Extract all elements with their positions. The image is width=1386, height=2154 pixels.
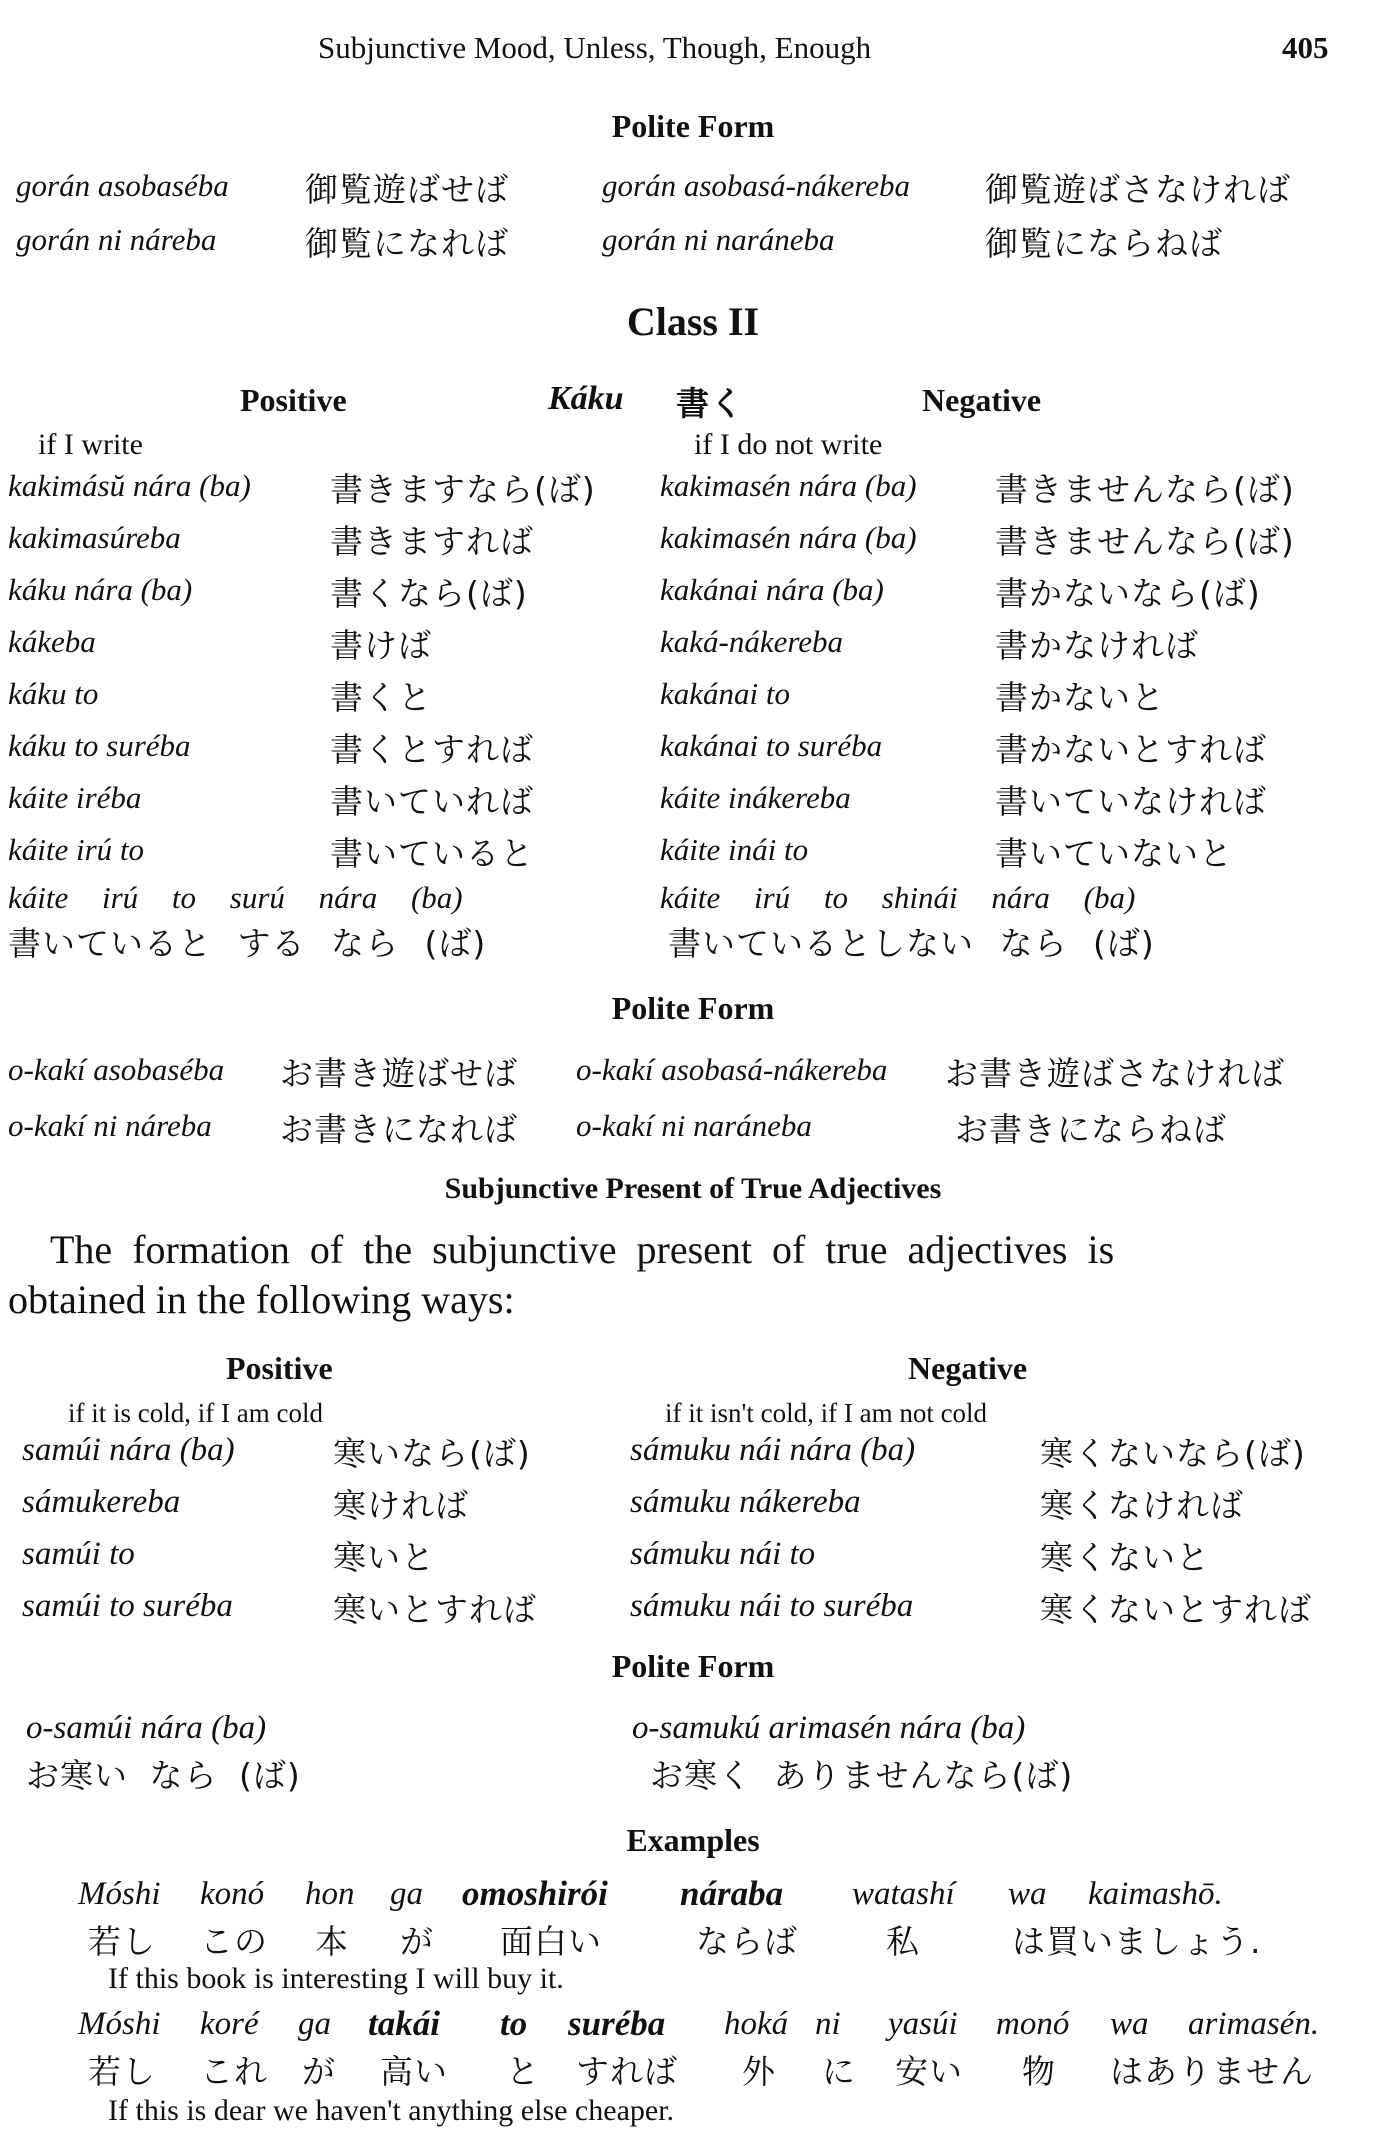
class2-row1-right-romaji: kakimasén nára (ba) [660,468,917,503]
adj-row3-right-romaji: sámuku nái to [630,1536,816,1572]
ex2-word-5-emphasis: to [500,2004,528,2043]
class2-row2-left-romaji: kakimasúreba [8,520,181,555]
polite-form-heading-3: Polite Form [611,1648,775,1684]
class2-row7-left-japanese: 書いていれば [330,782,534,821]
class2-row6-left-romaji: káku to suréba [8,728,191,763]
polite1-row1-right-romaji: gorán asobasá-nákereba [602,168,910,203]
ex2-jp-9: 安い [895,2052,963,2091]
adj-row4-right-japanese: 寒くないとすれば [1040,1590,1312,1629]
class2-row4-right-romaji: kaká-nákereba [660,624,844,659]
polite1-row2-left-japanese: 御覧になれば [305,224,509,263]
page-number: 405 [1282,30,1329,65]
class2-row1-left-japanese: 書きますなら(ば) [330,470,596,509]
class2-row3-right-japanese: 書かないなら(ば) [995,574,1261,613]
ex1-jp-3: 本 [315,1922,349,1961]
adj-row1-left-romaji: samúi nára (ba) [22,1432,235,1468]
adj-row4-left-japanese: 寒いとすれば [333,1590,537,1629]
class2-row2-right-romaji: kakimasén nára (ba) [660,520,917,555]
adj-row3-right-japanese: 寒くないと [1040,1538,1210,1577]
negative-heading: Negative [922,382,1042,418]
class2-long-right-romaji: káite irú to shinái nára (ba) [660,880,1136,915]
class2-row6-right-romaji: kakánai to suréba [660,728,883,763]
adj-row4-left-romaji: samúi to suréba [22,1588,233,1624]
ex1-word-3: hon [305,1876,355,1912]
class2-row2-right-japanese: 書きませんなら(ば) [995,522,1295,561]
class2-row1-right-japanese: 書きませんなら(ば) [995,470,1295,509]
ex2-jp-2: これ [200,2052,268,2091]
adj-negative-subtitle: if it isn't cold, if I am not cold [665,1398,988,1428]
polite1-row1-left-romaji: gorán asobaséba [16,168,229,203]
ex1-jp-7: 私 [886,1922,920,1961]
polite2-row2-right-japanese: お書きにならねば [955,1110,1227,1149]
verb-japanese: 書く [676,384,744,423]
polite1-row2-left-romaji: gorán ni náreba [16,222,217,257]
ex2-word-6-emphasis: suréba [568,2004,666,2043]
ex1-jp-5: 面白い [500,1922,602,1961]
class2-row1-left-romaji: kakimásŭ nára (ba) [8,468,251,503]
ex2-jp-10: 物 [1022,2052,1056,2091]
class2-row6-right-japanese: 書かないとすれば [995,730,1267,769]
ex2-word-11: wa [1110,2006,1149,2042]
ex1-word-5-emphasis: omoshirói [462,1874,608,1913]
polite2-row1-left-japanese: お書き遊ばせば [280,1054,518,1093]
polite2-row1-right-japanese: お書き遊ばさなければ [945,1054,1285,1093]
polite1-row2-right-japanese: 御覧にならねば [985,224,1223,263]
class2-row3-left-japanese: 書くなら(ば) [330,574,528,613]
polite-form-heading-2: Polite Form [611,990,775,1026]
examples-heading: Examples [626,1822,760,1858]
polite1-row2-right-romaji: gorán ni naráneba [602,222,835,257]
ex2-word-4-emphasis: takái [368,2004,440,2043]
class-ii-heading: Class II [626,299,760,344]
ex2-jp-11: はありません [1110,2052,1314,2091]
class2-row3-right-romaji: kakánai nára (ba) [660,572,884,607]
polite1-row1-right-japanese: 御覧遊ばさなければ [985,170,1291,209]
polite2-row2-right-romaji: o-kakí ni naráneba [576,1108,812,1143]
ex2-english: If this is dear we haven't anything else cheaper. [108,2094,675,2127]
class2-row5-left-romaji: káku to [8,676,99,711]
adjectives-heading: Subjunctive Present of True Adjectives [444,1172,942,1205]
ex2-jp-8: に [822,2052,856,2091]
class2-row7-right-japanese: 書いていなければ [995,782,1267,821]
class2-row2-left-japanese: 書きますれば [330,522,534,561]
adj-row2-right-japanese: 寒くなければ [1040,1486,1244,1525]
positive-subtitle: if I write [38,428,143,461]
ex1-jp-1: 若し [88,1922,156,1961]
adjectives-paragraph-line-1: The formation of the subjunctive present of true adjectives is [50,1227,1115,1272]
ex2-jp-5: と [506,2052,540,2091]
ex2-word-9: yasúi [888,2006,958,2042]
adj-positive-heading: Positive [226,1350,333,1386]
ex2-word-8: ni [815,2006,841,2042]
ex2-word-10: monó [996,2006,1070,2042]
adj-row3-left-japanese: 寒いと [333,1538,435,1577]
polite3-right-japanese: お寒く ありませんなら(ば) [650,1756,1074,1795]
ex1-jp-6: ならば [696,1922,798,1961]
ex1-word-4: ga [390,1876,423,1912]
ex2-jp-3: が [302,2052,336,2091]
class2-row5-right-romaji: kakánai to [660,676,790,711]
ex1-jp-8: は買いましょう. [1012,1922,1262,1961]
ex2-jp-4: 高い [380,2052,448,2091]
class2-row5-left-japanese: 書くと [330,678,432,717]
ex1-jp-4: が [400,1922,434,1961]
negative-subtitle: if I do not write [694,428,883,461]
polite3-left-romaji: o-samúi nára (ba) [26,1710,267,1746]
adj-row1-left-japanese: 寒いなら(ば) [333,1434,531,1473]
ex2-word-1: Móshi [78,2006,161,2042]
running-header: Subjunctive Mood, Unless, Though, Enough [318,30,872,65]
ex1-word-1: Móshi [78,1876,161,1912]
class2-row5-right-japanese: 書かないと [995,678,1165,717]
class2-row7-right-romaji: káite inákereba [660,780,851,815]
ex2-jp-6: すれば [576,2052,678,2091]
ex2-word-12: arimasén. [1188,2006,1320,2042]
class2-long-right-japanese: 書いているとしない なら (ば) [668,924,1155,963]
class2-long-left-japanese: 書いていると する なら (ば) [8,924,487,963]
adjectives-paragraph-line-2: obtained in the following ways: [8,1277,515,1322]
adj-row2-left-romaji: sámukereba [22,1484,181,1520]
polite2-row2-left-romaji: o-kakí ni náreba [8,1108,212,1143]
class2-row7-left-romaji: káite iréba [8,780,142,815]
verb-romaji: Káku [548,380,624,417]
ex2-jp-7: 外 [742,2052,776,2091]
adj-row4-right-romaji: sámuku nái to suréba [630,1588,914,1624]
polite2-row1-left-romaji: o-kakí asobaséba [8,1052,225,1087]
polite2-row2-left-japanese: お書きになれば [280,1110,518,1149]
polite3-left-japanese: お寒い なら (ば) [26,1756,301,1795]
adj-positive-subtitle: if it is cold, if I am cold [68,1398,323,1428]
ex1-word-9: kaimashō. [1088,1876,1223,1912]
adj-row2-right-romaji: sámuku nákereba [630,1484,861,1520]
ex1-word-6-emphasis: náraba [680,1874,784,1913]
ex1-word-2: konó [200,1876,265,1912]
class2-row4-right-japanese: 書かなければ [995,626,1199,665]
ex1-word-7: watashí [852,1876,955,1912]
polite2-row1-right-romaji: o-kakí asobasá-nákereba [576,1052,888,1087]
ex2-word-3: ga [298,2006,331,2042]
class2-row3-left-romaji: káku nára (ba) [8,572,193,607]
polite1-row1-left-japanese: 御覧遊ばせば [305,170,509,209]
adj-row3-left-romaji: samúi to [22,1536,135,1572]
ex1-word-8: wa [1008,1876,1047,1912]
polite-form-heading-1: Polite Form [611,108,775,144]
class2-row6-left-japanese: 書くとすれば [330,730,534,769]
adj-row1-right-japanese: 寒くないなら(ば) [1040,1434,1306,1473]
ex2-jp-1: 若し [88,2052,156,2091]
ex1-english: If this book is interesting I will buy it. [108,1962,564,1995]
class2-row8-right-romaji: káite inái to [660,832,809,867]
class2-row4-left-japanese: 書けば [330,626,432,665]
polite3-right-romaji: o-samukú arimasén nára (ba) [632,1710,1026,1746]
class2-row8-left-japanese: 書いていると [330,834,534,873]
class2-row8-left-romaji: káite irú to [8,832,145,867]
class2-row4-left-romaji: kákeba [8,624,96,659]
class2-row8-right-japanese: 書いていないと [995,834,1233,873]
adj-negative-heading: Negative [908,1350,1028,1386]
positive-heading: Positive [240,382,347,418]
ex1-jp-2: この [200,1922,268,1961]
ex2-word-2: koré [200,2006,259,2042]
ex2-word-7: hoká [724,2006,789,2042]
adj-row1-right-romaji: sámuku nái nára (ba) [630,1432,916,1468]
adj-row2-left-japanese: 寒ければ [333,1486,469,1525]
class2-long-left-romaji: káite irú to surú nára (ba) [8,880,463,915]
